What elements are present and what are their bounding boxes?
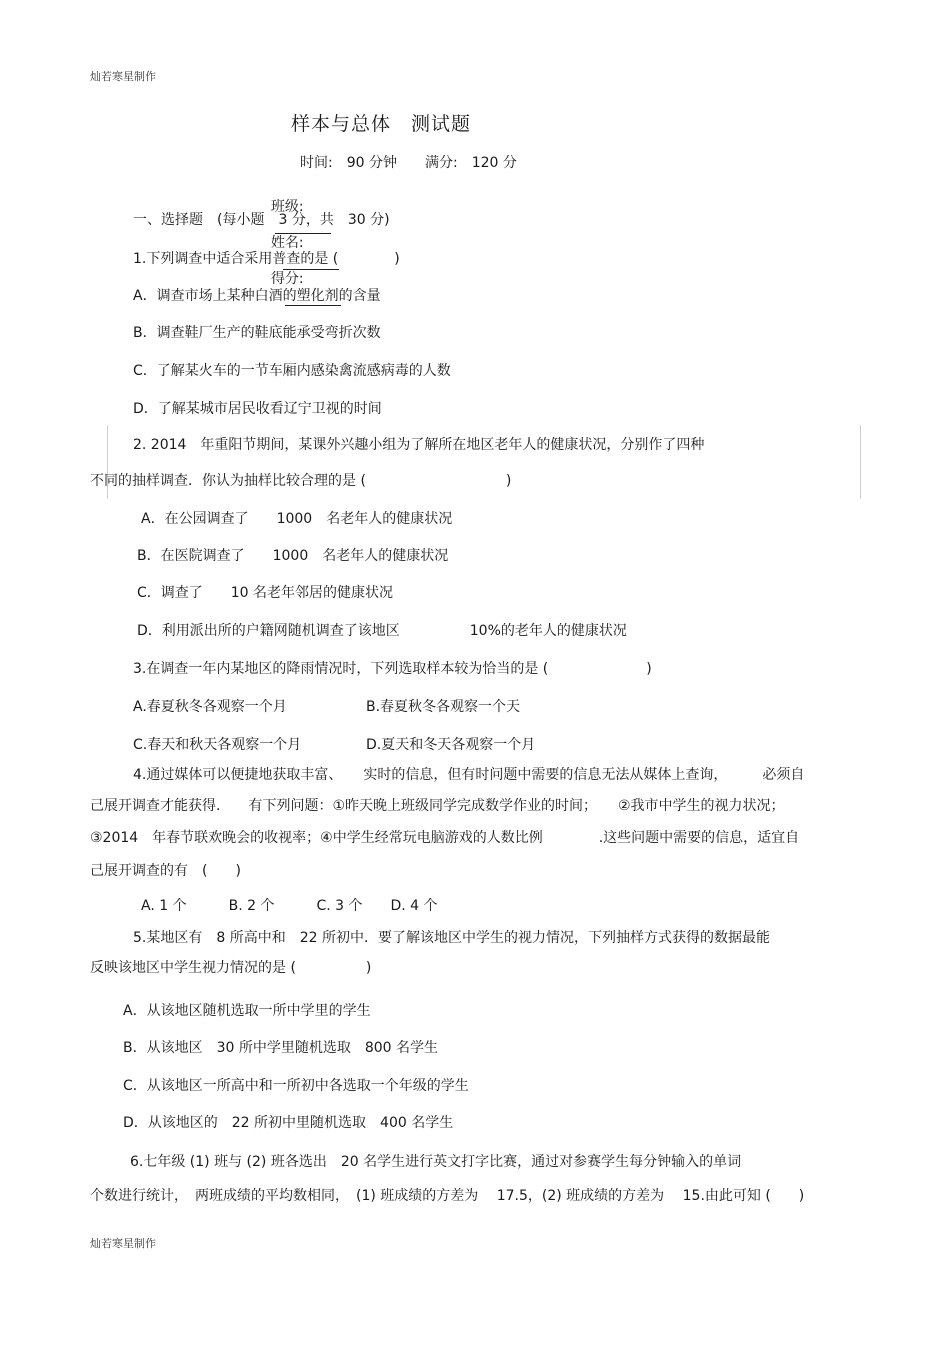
q1-option-d: D．了解某城市居民收看辽宁卫视的时间 [133, 401, 382, 417]
q2-option-d: D．利用派出所的户籍网随机调查了该地区 10%的老年人的健康状况 [137, 623, 627, 639]
score-label: 得分: [270, 271, 304, 287]
q5-option-d: D．从该地区的 22 所初中里随机选取 400 名学生 [123, 1115, 454, 1131]
q4-line1: 4.通过媒体可以便捷地获取丰富、 实时的信息，但有时问题中需要的信息无法从媒体上查询， 必须自 [133, 767, 805, 783]
q1-option-b: B．调查鞋厂生产的鞋底能承受弯折次数 [133, 325, 381, 341]
page-title: 样本与总体 测试题 [291, 113, 472, 135]
q2-option-a: A．在公园调查了 1000 名老年人的健康状况 [141, 511, 453, 527]
class-label: 班级: [270, 199, 304, 215]
q6-stem-line1: 6.七年级 (1) 班与 (2) 班各选出 20 名学生进行英文打字比赛，通过对参赛学生每分钟输入的单词 [130, 1154, 742, 1170]
frame-right-line [860, 425, 861, 499]
q6-stem-line2: 个数进行统计， 两班成绩的平均数相同， (1) 班成绩的方差为 17.5，(2) 班成绩的方差为 15.由此可知 ( ) [90, 1188, 805, 1204]
q4-line2: 己展开调查才能获得. 有下列问题：①昨天晚上班级同学完成数学作业的时间； ②我市中学生的视力状况； [90, 798, 785, 814]
exam-time-score: 时间: 90 分钟 满分: 120 分 [300, 155, 517, 171]
q3-option-a: A.春夏秋冬各观察一个月 [133, 699, 287, 715]
q2-option-c: C．调查了 10 名老年邻居的健康状况 [137, 585, 394, 601]
name-label: 姓名: [270, 235, 304, 251]
q5-option-a: A．从该地区随机选取一所中学里的学生 [123, 1003, 371, 1019]
header-maker: 灿若寒星制作 [90, 70, 156, 83]
q3-option-b: B.春夏秋冬各观察一个天 [366, 699, 521, 715]
q5-stem-line2: 反映该地区中学生视力情况的是 ( ) [90, 960, 372, 976]
q1-option-c: C．了解某火车的一节车厢内感染禽流感病毒的人数 [133, 363, 451, 379]
q3-option-c: C.春天和秋天各观察一个月 [133, 737, 302, 753]
q3-option-d: D.夏天和冬天各观察一个月 [366, 737, 536, 753]
q5-option-c: C．从该地区一所高中和一所初中各选取一个年级的学生 [123, 1078, 469, 1094]
section-heading: 一、选择题 (每小题 3 分，共 30 分) [133, 212, 390, 228]
q5-option-b: B．从该地区 30 所中学里随机选取 800 名学生 [123, 1040, 439, 1056]
q1-option-a: A．调查市场上某种白酒的塑化剂的含量 [133, 288, 381, 304]
footer-maker: 灿若寒星制作 [90, 1237, 156, 1250]
q2-stem-line2: 不同的抽样调查．你认为抽样比较合理的是 ( ) [90, 473, 512, 489]
q4-line3: ③2014 年春节联欢晚会的收视率；④中学生经常玩电脑游戏的人数比例 .这些问题中需要的信息，适宜自 [90, 830, 800, 846]
q4-line4: 己展开调查的有 ( ) [90, 863, 241, 879]
q3-stem: 3.在调查一年内某地区的降雨情况时，下列选取样本较为恰当的是 ( ) [133, 661, 652, 677]
q1-stem: 1.下列调查中适合采用普查的是 ( ) [133, 251, 400, 267]
q2-option-b: B．在医院调查了 1000 名老年人的健康状况 [137, 548, 449, 564]
q5-stem-line1: 5.某地区有 8 所高中和 22 所初中．要了解该地区中学生的视力情况，下列抽样方式获得的数据最能 [133, 930, 770, 946]
q4-options: A. 1 个 B. 2 个 C. 3 个 D. 4 个 [141, 898, 438, 914]
q2-stem-line1: 2. 2014 年重阳节期间，某课外兴趣小组为了解所在地区老年人的健康状况，分别作了四种 [133, 437, 705, 453]
